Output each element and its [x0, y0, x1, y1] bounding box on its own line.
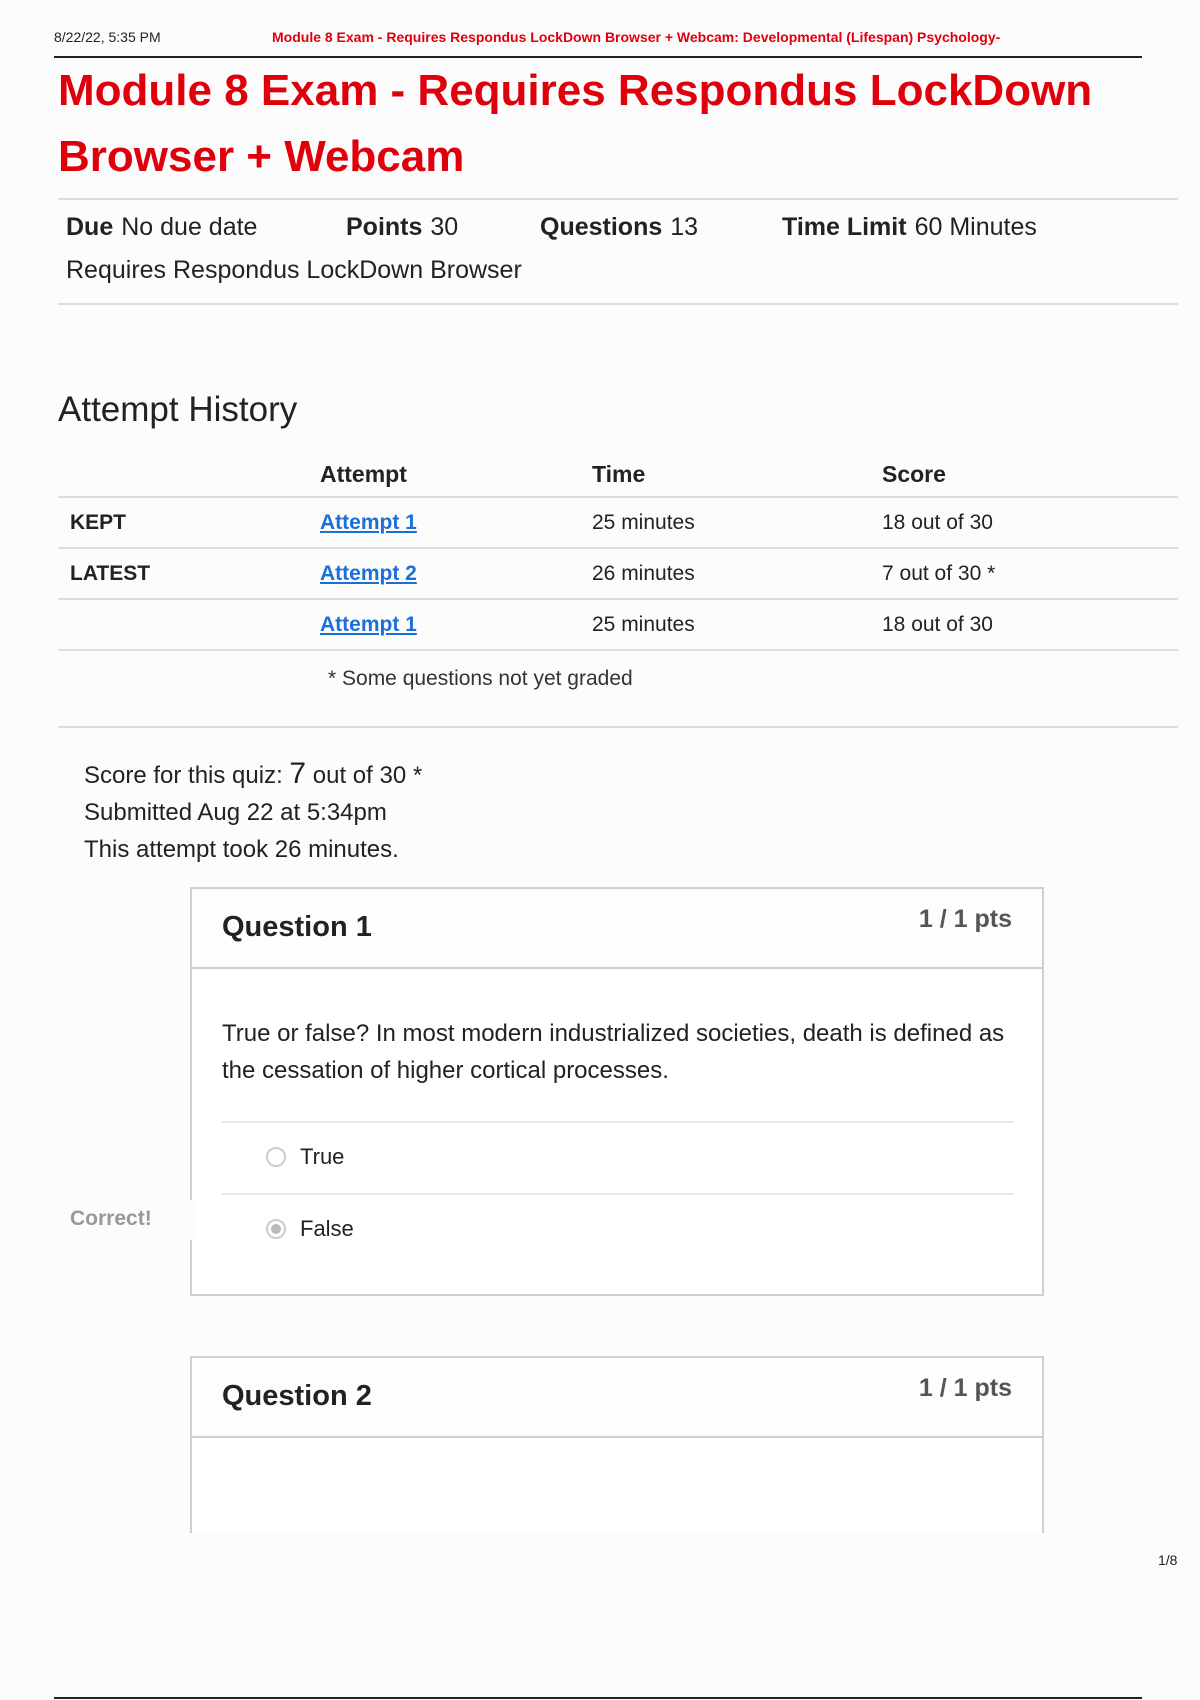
quiz-details [58, 198, 1178, 305]
attempt-score: 18 out of 30 [882, 599, 1178, 650]
time-limit-detail [782, 213, 1037, 242]
attempt-link[interactable]: Attempt 2 [320, 561, 417, 585]
correct-feedback: Correct! [70, 1207, 152, 1230]
radio-button-selected[interactable] [266, 1219, 286, 1239]
question-header [192, 889, 1042, 969]
page-number: 1/8 [1158, 1552, 1178, 1568]
points-value: 30 [430, 213, 459, 241]
attempt-time: 25 minutes [592, 599, 882, 650]
question-text: True or false? In most modern industrialized societies, death is defined as the cessation of higher cortical processes. [222, 1020, 1005, 1084]
due-value: No due date [121, 213, 258, 241]
print-date: 8/22/22, 5:35 PM [54, 29, 161, 45]
question-points: 1 / 1 pts [918, 905, 1012, 933]
score-suffix: out of 30 * [306, 762, 423, 789]
attempt-tag: KEPT [58, 497, 320, 548]
question-card-2 [190, 1356, 1044, 1533]
score-value: 7 [289, 757, 307, 790]
attempt-link[interactable]: Attempt 1 [320, 612, 417, 636]
footer-rule [54, 1697, 1142, 1699]
score-prefix: Score for this quiz: [84, 762, 290, 789]
table-header-row [58, 452, 1178, 497]
page-title: Module 8 Exam - Requires Respondus LockDown Browser + Webcam [58, 66, 1093, 181]
table-row [58, 497, 1178, 548]
column-header-attempt: Attempt [320, 452, 592, 497]
points-label: Points [346, 213, 423, 241]
due-detail [66, 213, 257, 242]
attempt-time: 26 minutes [592, 548, 882, 599]
print-header [54, 28, 1142, 58]
questions-detail [540, 213, 698, 242]
table-row [58, 599, 1178, 650]
attempt-tag [58, 599, 320, 650]
column-header-time: Time [592, 452, 882, 497]
attempt-history-heading: Attempt History [58, 390, 298, 429]
table-row [58, 548, 1178, 599]
column-header-tag [58, 452, 320, 497]
questions-value: 13 [670, 213, 699, 241]
answer-option-true[interactable] [222, 1121, 1014, 1193]
answer-label: True [300, 1144, 345, 1169]
divider [58, 726, 1178, 728]
question-title: Question 2 [222, 1380, 372, 1412]
attempt-tag: LATEST [58, 548, 320, 599]
quiz-score-line [84, 755, 422, 794]
attempt-score: 7 out of 30 * [882, 548, 1178, 599]
card-border-gap [180, 1200, 196, 1240]
time-limit-value: 60 Minutes [914, 213, 1037, 241]
question-points: 1 / 1 pts [918, 1374, 1012, 1402]
due-label: Due [66, 213, 114, 241]
score-summary [84, 755, 422, 868]
attempt-time: 25 minutes [592, 497, 882, 548]
attempt-score: 18 out of 30 [882, 497, 1178, 548]
grading-note: * Some questions not yet graded [328, 667, 633, 690]
questions-label: Questions [540, 213, 663, 241]
answer-label: False [300, 1216, 354, 1241]
time-limit-label: Time Limit [782, 213, 907, 241]
column-header-score: Score [882, 452, 1178, 497]
question-header [192, 1358, 1042, 1438]
attempt-history-table [58, 452, 1178, 651]
question-card-1 [190, 887, 1044, 1296]
points-detail [346, 213, 458, 242]
attempt-link[interactable]: Attempt 1 [320, 510, 417, 534]
question-title: Question 1 [222, 911, 372, 943]
answer-option-false[interactable] [222, 1193, 1014, 1265]
print-title: Module 8 Exam - Requires Respondus LockDown Browser + Webcam: Developmental (Lifespan) Psychology- [272, 29, 1001, 45]
radio-button[interactable] [266, 1147, 286, 1167]
submitted-time: Submitted Aug 22 at 5:34pm [84, 799, 387, 826]
lockdown-note: Requires Respondus LockDown Browser [66, 256, 522, 284]
attempt-duration: This attempt took 26 minutes. [84, 836, 399, 863]
